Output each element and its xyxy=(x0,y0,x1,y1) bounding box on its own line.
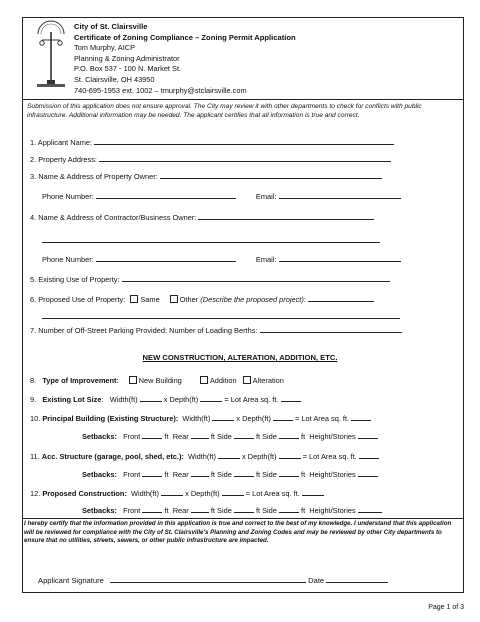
side-label: Side xyxy=(217,506,232,515)
owner-contact-row xyxy=(42,191,401,201)
front-label: Front xyxy=(123,470,141,479)
pb-side2-field[interactable] xyxy=(279,431,299,439)
parking-field[interactable] xyxy=(260,325,402,333)
owner-email-field[interactable] xyxy=(279,191,401,199)
applicant-name-row xyxy=(30,137,394,147)
pb-depth-label: Depth(ft) xyxy=(242,414,271,423)
pc-rear-field[interactable] xyxy=(191,505,209,513)
lot-area-label: = Lot Area sq. ft. xyxy=(224,395,279,404)
property-address-field[interactable] xyxy=(99,154,391,162)
ft-label: ft xyxy=(210,506,215,515)
lot-size-label: Existing Lot Size xyxy=(42,395,102,404)
property-address-label: 2. Property Address: xyxy=(30,155,97,164)
times-sign: x xyxy=(236,414,241,423)
lot-area-field[interactable] xyxy=(281,394,301,402)
contractor-email-label: Email: xyxy=(255,255,277,264)
contractor-phone-field[interactable] xyxy=(96,254,236,262)
ft-label: ft xyxy=(255,432,261,441)
side-label: Side xyxy=(262,432,277,441)
header-block xyxy=(74,22,296,96)
pb-width-label: Width(ft) xyxy=(182,414,211,423)
proposed-use-row: 6. Proposed Use of Property: Same Other (Describe the proposed project): xyxy=(30,294,374,304)
side-label: Side xyxy=(262,506,277,515)
pb-front-field[interactable] xyxy=(142,431,162,439)
rear-label: Rear xyxy=(172,470,189,479)
ft-label: ft xyxy=(210,432,215,441)
as-area-field[interactable] xyxy=(359,451,379,459)
lot-size-row: 9. Existing Lot Size: Width(ft) x Depth(ft) = Lot Area sq. ft. xyxy=(30,394,301,404)
as-side1-field[interactable] xyxy=(234,469,254,477)
proposed-construction-row: 12. Proposed Construction: Width(ft) x Depth(ft) = Lot Area sq. ft. xyxy=(30,488,324,498)
phone-email: 740-695-1953 ext. 1002 – tmurphy@stclairsville.com xyxy=(74,85,247,95)
alteration-checkbox[interactable] xyxy=(243,376,251,384)
ft-label: ft xyxy=(255,506,261,515)
parking-label: 7. Number of Off-Street Parking Provided: Number of Loading Berths: xyxy=(30,326,258,335)
form-title: Certificate of Zoning Compliance – Zoning Permit Application xyxy=(74,32,296,42)
pb-area-label: = Lot Area sq. ft. xyxy=(295,414,350,423)
property-owner-label: 3. Name & Address of Property Owner: xyxy=(30,172,158,181)
pb-side1-field[interactable] xyxy=(234,431,254,439)
signature-row xyxy=(38,575,388,585)
pc-depth-field[interactable] xyxy=(222,488,244,496)
pc-side1-field[interactable] xyxy=(234,505,254,513)
lot-depth-label: Depth(ft) xyxy=(169,395,199,404)
ft-label: ft xyxy=(164,432,169,441)
proposed-use-label: 6. Proposed Use of Property: xyxy=(30,295,126,304)
pc-height-field[interactable] xyxy=(358,505,382,513)
ft-label: ft xyxy=(164,506,169,515)
rear-label: Rear xyxy=(172,506,189,515)
parking-row xyxy=(30,325,402,335)
ft-label: ft xyxy=(164,470,169,479)
page-number: Page 1 of 3 xyxy=(428,604,464,611)
lot-depth-field[interactable] xyxy=(200,394,222,402)
ft-label: ft xyxy=(301,470,306,479)
city-name: City of St. Clairsville xyxy=(74,22,148,31)
principal-building-row: 10. Principal Building (Existing Structure): Width(ft) x Depth(ft) = Lot Area sq. ft. xyxy=(30,413,371,423)
lot-width-label: Width(ft) xyxy=(109,395,138,404)
as-width-field[interactable] xyxy=(218,451,240,459)
ft-label: ft xyxy=(301,432,306,441)
pb-height-field[interactable] xyxy=(358,431,378,439)
existing-use-field[interactable] xyxy=(122,274,390,282)
new-building-label: New Building xyxy=(138,376,182,385)
existing-use-label: 5. Existing Use of Property: xyxy=(30,275,120,284)
contractor-label: 4. Name & Address of Contractor/Business Owner: xyxy=(30,213,197,222)
other-label: Other xyxy=(179,295,199,304)
height-label: Height/Stories xyxy=(309,432,356,441)
property-address-row xyxy=(30,154,391,164)
pc-setbacks-row xyxy=(82,505,382,515)
existing-use-row xyxy=(30,274,390,284)
accessory-structure-label: Acc. Structure (garage, pool, shed, etc.): xyxy=(41,452,184,461)
as-side2-field[interactable] xyxy=(279,469,299,477)
contact-name: Tom Murphy, AICP xyxy=(74,43,136,53)
property-owner-field[interactable] xyxy=(160,171,382,179)
certification-divider xyxy=(23,518,463,519)
pc-width-field[interactable] xyxy=(161,488,183,496)
contractor-email-field[interactable] xyxy=(279,254,401,262)
header-divider xyxy=(23,99,463,100)
improvement-row: 8. Type of Improvement: New Building Addition Alteration xyxy=(30,376,284,385)
pb-width-field[interactable] xyxy=(212,413,234,421)
applicant-name-field[interactable] xyxy=(94,137,394,145)
proposed-use-line[interactable] xyxy=(42,318,400,319)
contractor-phone-label: Phone Number: xyxy=(42,255,94,264)
contractor-row xyxy=(30,212,374,222)
ft-label: ft xyxy=(301,506,306,515)
same-label: Same xyxy=(140,295,160,304)
other-checkbox[interactable] xyxy=(170,295,178,303)
principal-building-label: Principal Building (Existing Structure): xyxy=(42,414,179,423)
height-label: Height/Stories xyxy=(309,506,356,515)
times-sign: x xyxy=(163,395,168,404)
as-rear-field[interactable] xyxy=(191,469,209,477)
city-seal-logo xyxy=(34,20,68,90)
submission-notice: Submission of this application does not ensure approval. The City may review it with other departments to check for conflicts with public infrastructure. Additional information may be needed. The applicant certifies that all information is true and correct. xyxy=(27,103,422,119)
property-owner-row xyxy=(30,171,382,181)
date-field[interactable] xyxy=(326,575,388,583)
as-height-field[interactable] xyxy=(358,469,378,477)
times-sign: x xyxy=(185,489,189,498)
as-depth-label: Depth(ft) xyxy=(247,452,277,461)
side-label: Side xyxy=(262,470,277,479)
signature-label: Applicant Signature xyxy=(38,576,104,585)
as-width-label: Width(ft) xyxy=(187,452,216,461)
front-label: Front xyxy=(123,506,141,515)
ft-label: ft xyxy=(255,470,261,479)
pc-side2-field[interactable] xyxy=(279,505,299,513)
setbacks-label: Setbacks: xyxy=(82,432,117,441)
same-checkbox[interactable] xyxy=(130,295,138,303)
proposed-construction-label: Proposed Construction: xyxy=(42,489,127,498)
setbacks-label: Setbacks: xyxy=(82,506,117,515)
owner-email-label: Email: xyxy=(255,192,277,201)
pb-rear-field[interactable] xyxy=(191,431,209,439)
date-label: Date xyxy=(308,576,325,585)
pb-setbacks-row xyxy=(82,431,378,441)
improvement-label: Type of Improvement xyxy=(42,376,117,385)
pc-area-field[interactable] xyxy=(302,488,324,496)
new-building-checkbox[interactable] xyxy=(129,376,137,384)
address-line-1: P.O. Box 537 - 100 N. Market St. xyxy=(74,64,182,74)
as-area-label: = Lot Area sq. ft. xyxy=(302,452,357,461)
accessory-structure-row: 11. Acc. Structure (garage, pool, shed, etc.): Width(ft) x Depth(ft) = Lot Area sq. ft. xyxy=(30,451,379,461)
addition-checkbox[interactable] xyxy=(200,376,208,384)
applicant-name-label: 1. Applicant Name: xyxy=(30,138,93,147)
contact-role: Planning & Zoning Administrator xyxy=(74,53,180,63)
height-label: Height/Stories xyxy=(309,470,356,479)
addition-label: Addition xyxy=(209,376,237,385)
construction-section-title: NEW CONSTRUCTION, ALTERATION, ADDITION, ETC. xyxy=(142,353,338,362)
ft-label: ft xyxy=(210,470,215,479)
pc-depth-label: Depth(ft) xyxy=(190,489,220,498)
as-front-field[interactable] xyxy=(142,469,162,477)
side-label: Side xyxy=(217,470,232,479)
lot-width-field[interactable] xyxy=(140,394,162,402)
side-label: Side xyxy=(217,432,232,441)
pb-area-field[interactable] xyxy=(351,413,371,421)
alteration-label: Alteration xyxy=(252,376,284,385)
owner-phone-field[interactable] xyxy=(96,191,236,199)
contractor-address-line[interactable] xyxy=(42,242,380,243)
proposed-use-field[interactable] xyxy=(308,294,374,302)
front-label: Front xyxy=(123,432,141,441)
as-depth-field[interactable] xyxy=(279,451,301,459)
certification-statement: I hereby certify that the information provided in this application is true and correct to the best of my knowledge. I understand that this application will be reviewed for compliance with the City of St. Clairsville's Planning and Zoning Codes and may be reviewed by other City departments to ensure that no utilities, streets, sewers, or other public infrastructure are impacted. xyxy=(24,520,452,545)
pc-area-label: = Lot Area sq. ft. xyxy=(245,489,300,498)
rear-label: Rear xyxy=(172,432,189,441)
other-note: (Describe the proposed project) xyxy=(200,295,304,304)
contractor-contact-row xyxy=(42,254,401,264)
contractor-field[interactable] xyxy=(198,212,374,220)
pb-depth-field[interactable] xyxy=(273,413,293,421)
as-setbacks-row xyxy=(82,469,378,479)
times-sign: x xyxy=(242,452,246,461)
pc-front-field[interactable] xyxy=(142,505,162,513)
pc-width-label: Width(ft) xyxy=(131,489,159,498)
address-line-2: St. Clairsville, OH 43950 xyxy=(74,74,155,84)
signature-field[interactable] xyxy=(110,575,306,583)
owner-phone-label: Phone Number: xyxy=(42,192,94,201)
setbacks-label: Setbacks: xyxy=(82,470,117,479)
